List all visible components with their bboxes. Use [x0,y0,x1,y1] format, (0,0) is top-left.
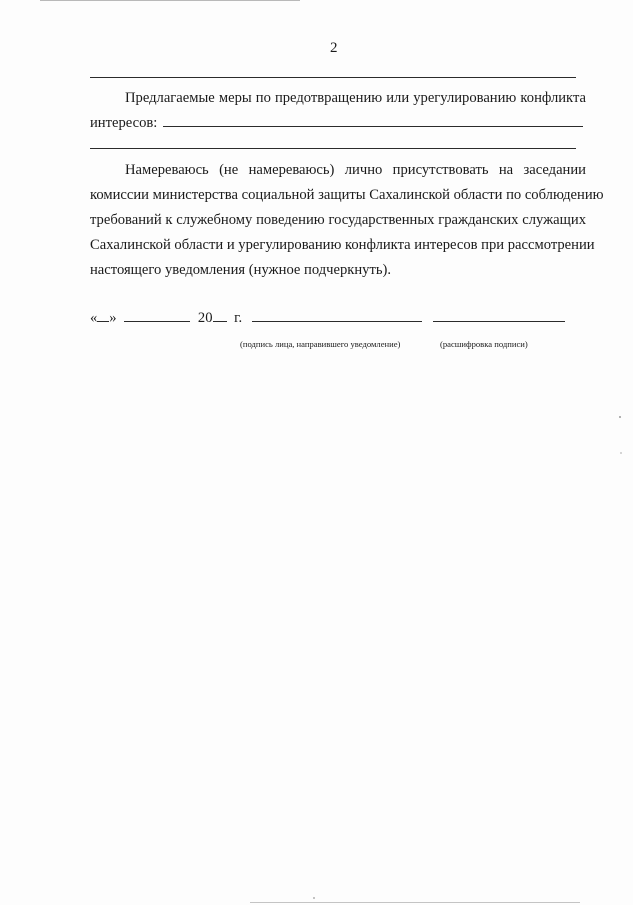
date-year-prefix: 20 [197,310,213,326]
signature-row [90,309,565,327]
attendance-line-3 [90,208,586,233]
decoding-caption: (расшифровка подписи) [440,339,528,349]
attendance-line-1-text: Намереваюсь (не намереваюсь) лично присутствовать на заседании [125,162,586,178]
date-month-field[interactable] [124,309,190,322]
date-year-field[interactable] [213,309,227,322]
attendance-line-3-text: требований к служебному поведению государственных гражданских служащих [90,212,586,228]
page-number: 2 [330,40,338,56]
scan-bottom-edge [250,902,580,903]
scan-speck [620,452,622,454]
attendance-line-1 [125,158,586,183]
blank-line-measures-continued [90,148,576,149]
date-open-quote: « [90,310,98,326]
scan-speck [619,416,621,418]
measures-second-line [90,111,583,136]
signer-caption: (подпись лица, направившего уведомление) [240,339,401,349]
signature-decoding-field[interactable] [433,309,565,322]
measures-second-label: интересов: [90,115,158,131]
date-day-field[interactable] [97,309,109,322]
signer-signature-field[interactable] [252,309,422,322]
attendance-line-4 [90,233,595,258]
attendance-line-4-text: Сахалинской области и урегулированию конфликта интересов при рассмотрении [90,237,595,253]
attendance-line-2 [90,183,604,208]
measures-lead-text: Предлагаемые меры по предотвращению или урегулированию конфликта [125,90,586,106]
measures-lead-line [125,86,586,111]
scan-top-edge [40,0,300,1]
attendance-line-5 [90,258,391,283]
blank-line-top [90,77,576,78]
attendance-line-5-text: настоящего уведомления (нужное подчеркнуть). [90,262,392,278]
date-year-suffix: г. [234,310,243,326]
date-close-quote: » [109,310,117,326]
measures-input-line[interactable] [163,114,583,127]
scan-speck [313,897,315,899]
attendance-line-2-text: комиссии министерства социальной защиты Сахалинской области по соблюдению [90,187,604,203]
